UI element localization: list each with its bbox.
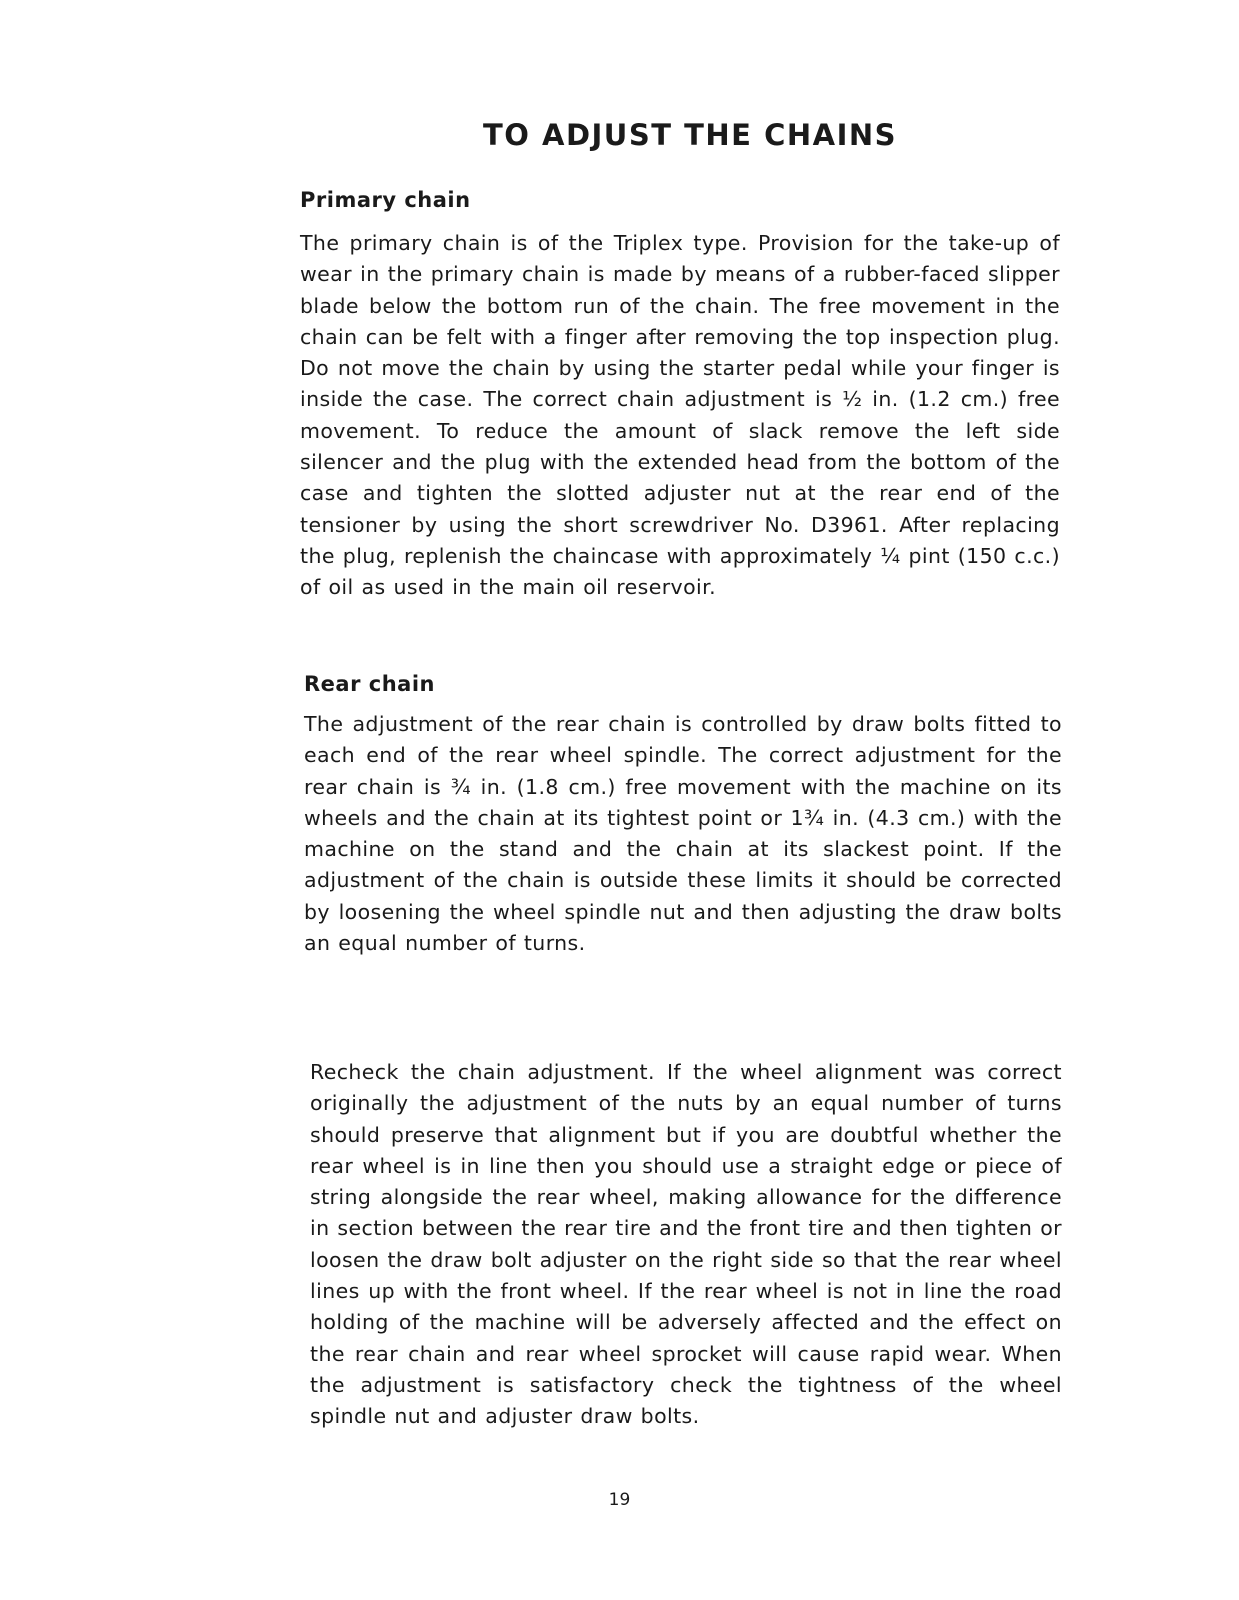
page-number: 19 — [608, 1490, 631, 1510]
page-title: TO ADJUST THE CHAINS — [482, 118, 898, 152]
primary-chain-heading: Primary chain — [300, 188, 471, 212]
primary-chain-paragraph: The primary chain is of the Triplex type. Provision for the take-up of wear in the primary chain is made by means of a rubber-faced slipper blade below the bottom run of the chain. The free movement in the chain can be felt with a finger after removing the top inspection plug. Do not move the chain by using the starter pedal while your finger is inside the case. The correct chain adjustment is ½ in. (1.2 cm.) free movement. To reduce the amount of slack remove the left side silencer and the plug with the extended head from the bottom of the case and tighten the slotted adjuster nut at the rear end of the tensioner by using the short screwdriver No. D3961. After replacing the plug, replenish the chaincase with approximately ¼ pint (150 c.c.) of oil as used in the main oil reservoir. — [300, 231, 1060, 600]
rear-chain-heading: Rear chain — [304, 672, 435, 696]
rear-chain-paragraph: The adjustment of the rear chain is controlled by draw bolts fitted to each end of the rear wheel spindle. The correct adjustment for the rear chain is ¾ in. (1.8 cm.) free movement with the machine on its wheels and the chain at its tightest point or 1¾ in. (4.3 cm.) with the machine on the stand and the chain at its slackest point. If the adjustment of the chain is outside these limits it should be corrected by loosening the wheel spindle nut and then adjusting the draw bolts an equal number of turns. — [304, 712, 1062, 956]
recheck-paragraph: Recheck the chain adjustment. If the wheel alignment was correct originally the adjustment of the nuts by an equal number of turns should preserve that alignment but if you are doubtful whether the rear wheel is in line then you should use a straight edge or piece of string alongside the rear wheel, making allowance for the difference in section between the rear tire and the front tire and then tighten or loosen the draw bolt adjuster on the right side so that the rear wheel lines up with the front wheel. If the rear wheel is not in line the road holding of the machine will be adversely affected and the effect on the rear chain and rear wheel sprocket will cause rapid wear. When the adjustment is satisfactory check the tightness of the wheel spindle nut and adjuster draw bolts. — [310, 1060, 1062, 1429]
